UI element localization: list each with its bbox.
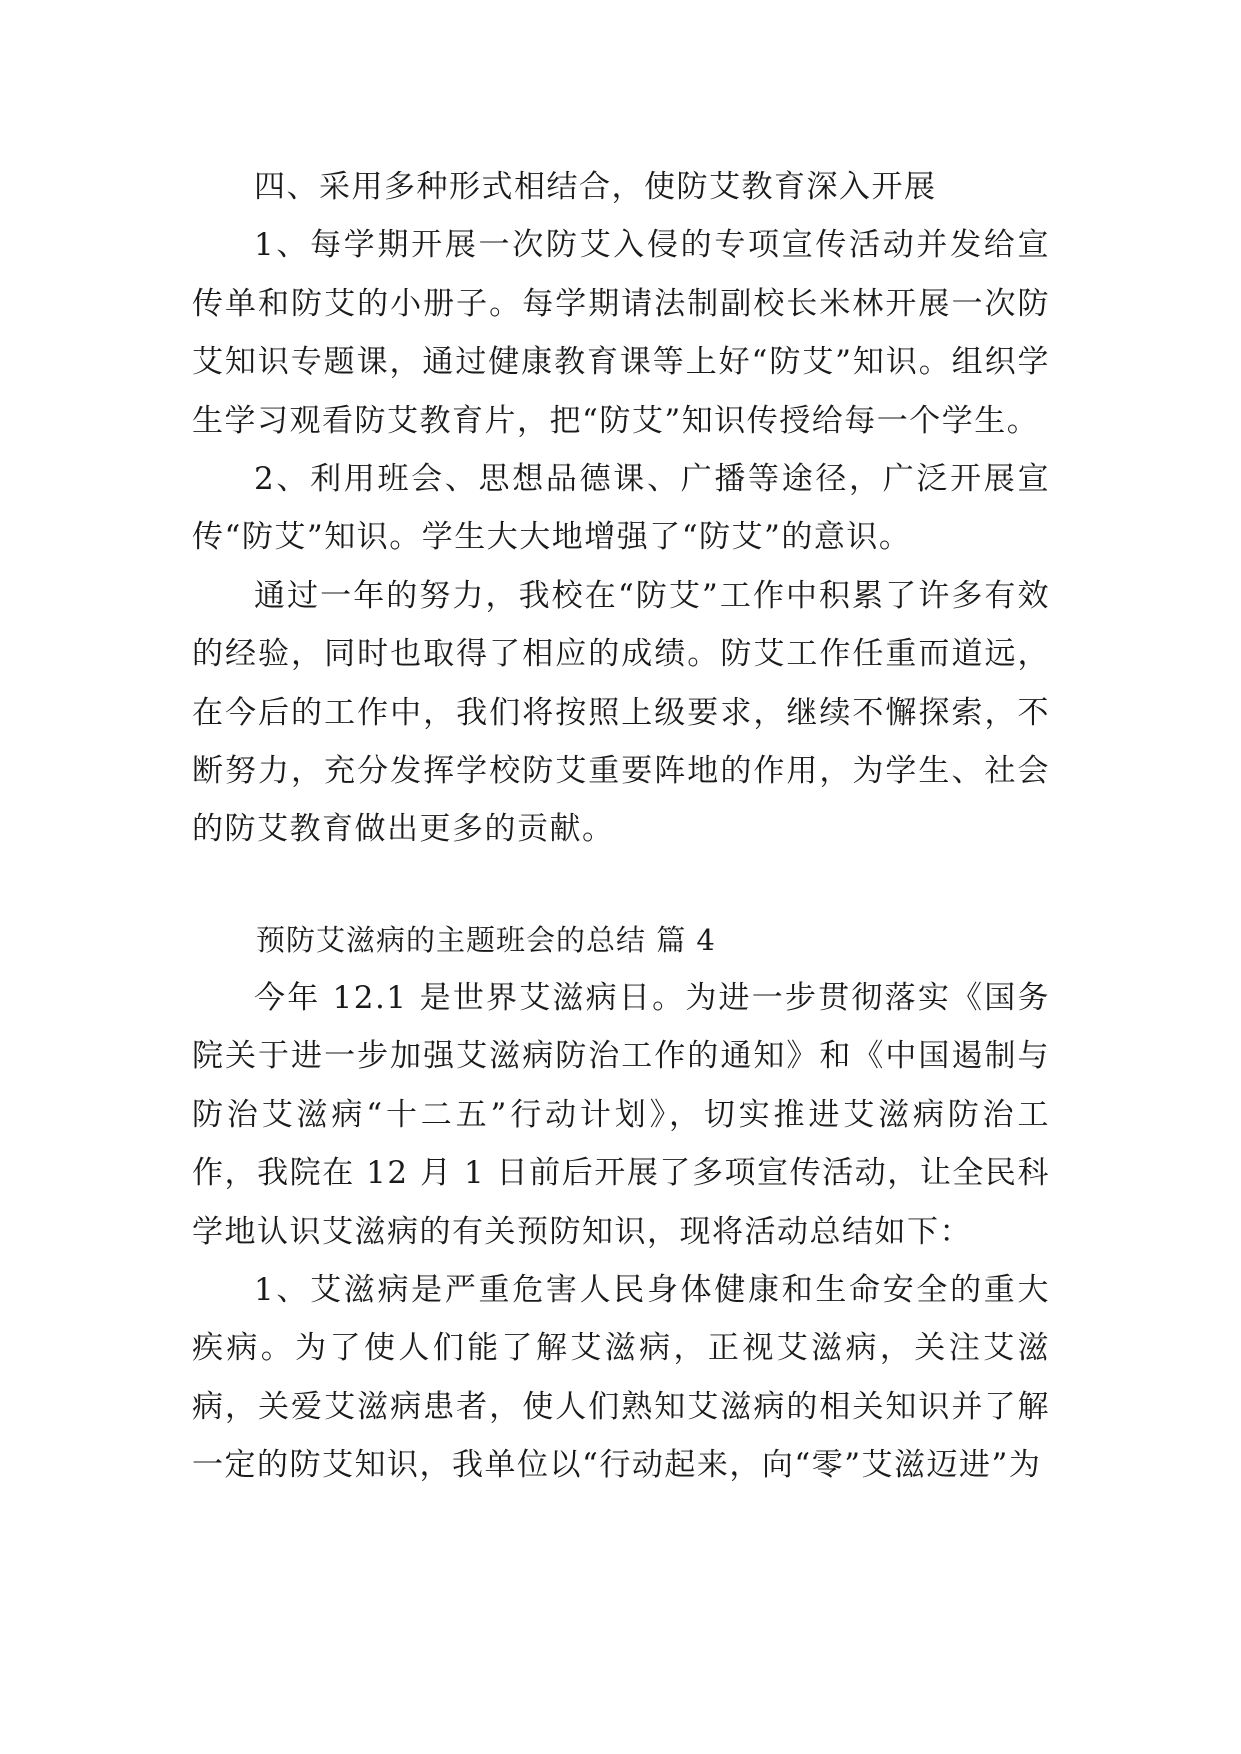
paragraph-point-1: 1、艾滋病是严重危害人民身体健康和生命安全的重大疾病。为了使人们能了解艾滋病，正视艾滋病，关注艾滋病，关爱艾滋病患者，使人们熟知艾滋病的相关知识并了解一定的防艾知识，我单位以“行动起来，向“零”艾滋迈进”为	[192, 1271, 1050, 1484]
paragraph-item-2: 2、利用班会、思想品德课、广播等途径，广泛开展宣传“防艾”知识。学生大大地增强了“防艾”的意识。	[192, 461, 1050, 556]
section-four-title: 四、采用多种形式相结合，使防艾教育深入开展	[254, 169, 937, 205]
section-heading: 预防艾滋病的主题班会的总结 篇 4	[256, 922, 716, 957]
section-gap	[192, 859, 1050, 911]
paragraph-conclusion: 通过一年的努力，我校在“防艾”工作中积累了许多有效的经验，同时也取得了相应的成绩。防艾工作任重而道远，在今后的工作中，我们将按照上级要求，继续不懈探索，不断努力，充分发挥学校防艾重要阵地的作用，为学生、社会的防艾教育做出更多的贡献。	[192, 577, 1050, 848]
document-body	[192, 158, 1050, 1495]
paragraph-intro: 今年 12.1 是世界艾滋病日。为进一步贯彻落实《国务院关于进一步加强艾滋病防治工作的通知》和《中国遏制与防治艾滋病“十二五”行动计划》，切实推进艾滋病防治工作，我院在 12 月 1 日前后开展了多项宣传活动，让全民科学地认识艾滋病的有关预防知识，现将活动总结如下：	[192, 979, 1050, 1250]
paragraph-item-1: 1、每学期开展一次防艾入侵的专项宣传活动并发给宣传单和防艾的小册子。每学期请法制副校长米林开展一次防艾知识专题课，通过健康教育课等上好“防艾”知识。组织学生学习观看防艾教育片，把“防艾”知识传授给每一个学生。	[192, 227, 1050, 439]
